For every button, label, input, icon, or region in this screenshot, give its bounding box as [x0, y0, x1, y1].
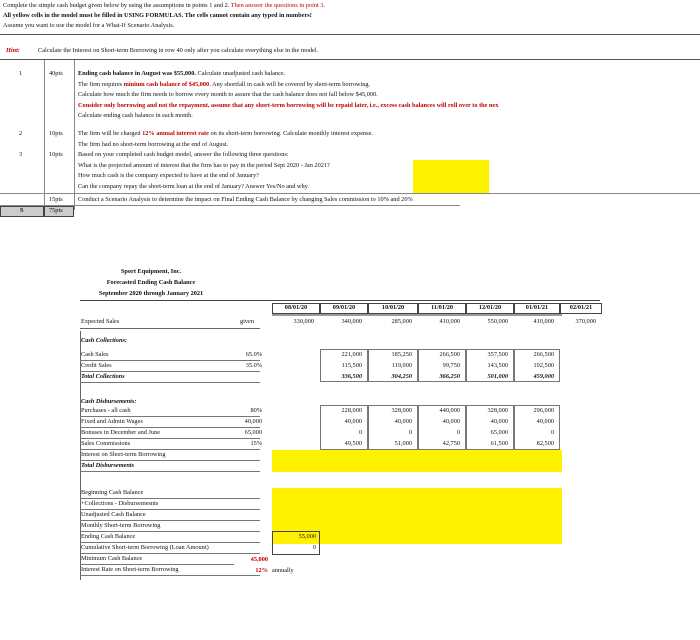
disbursement-row-value: 49,500 [344, 440, 362, 447]
task-3-line: Can the company repay the short-term loan at the end of January? Answer Yes/No and why. [78, 182, 309, 190]
aug-cumulative-borrowing: 0 [312, 544, 316, 551]
balance-row-label: Cumulative Short-term Borrowing (Loan Amount) [81, 544, 209, 551]
collection-row-label: Cash Sales [81, 351, 109, 358]
task-3-line: How much cash is the company expected to have at the end of January? [78, 172, 259, 179]
disbursement-row-assumption: 65,000 [244, 429, 262, 436]
disbursements-box [418, 405, 466, 450]
disbursement-row-value: 440,000 [439, 407, 460, 414]
intro-line-1: Complete the simple cash budget given below by using the assumptions in points 1 and 2. Then answer the questions in point 3. [3, 2, 326, 9]
disbursement-row-label: Interest on Short-term Borrowing [81, 451, 166, 458]
balance-row-label: Beginning Cash Balance [81, 489, 144, 496]
balance-row-label: Monthly Short-term Borrowing [81, 522, 161, 529]
task-1-line: Consider only borrowing and not the repayment, assume that any short-term borrowing will be repaid later, i.e., excess cash balances will roll over to the nex [78, 101, 499, 109]
month-header: 10/01/20 [381, 304, 405, 311]
month-header: 12/01/20 [478, 304, 502, 311]
disbursement-row-value: 61,500 [490, 440, 508, 447]
aug-ending-cash: 55,000 [298, 533, 316, 540]
disbursement-row-value: 40,000 [442, 418, 460, 425]
disbursement-row-value: 65,000 [490, 429, 508, 436]
expected-sales-value: 410,000 [533, 318, 554, 325]
collections-header: Cash Collections: [81, 337, 128, 344]
report-subtitle: Forecasted Ending Cash Balance [106, 279, 196, 286]
disbursement-row-label: Sales Commissions [81, 440, 131, 447]
collection-row-value: 501,000 [487, 373, 508, 380]
answer-interest-cell[interactable] [413, 160, 489, 171]
task-2-line: The firm had no short-term borrowing at the end of August. [78, 140, 229, 148]
collections-box [418, 349, 466, 382]
collection-row-value: 266,500 [439, 351, 460, 358]
disbursement-row-assumption: 15% [250, 440, 262, 447]
disbursement-row-label: Purchases - all cash [81, 407, 131, 414]
collection-row-assumption: 35.0% [245, 362, 262, 369]
collections-box [368, 349, 418, 382]
task-3-line: What is the projected amount of interest that the firm has to pay in the period Sept 2020 - Jan 2021? [78, 161, 330, 169]
report-period: September 2020 through January 2021 [98, 290, 204, 297]
month-header: 11/01/20 [430, 304, 454, 311]
interest-rate-suffix: annually [272, 567, 294, 574]
collection-row-value: 99,750 [442, 362, 460, 369]
total-label: S [20, 207, 24, 214]
answer-repay-cell[interactable] [413, 182, 489, 193]
task-3-line: Based on your completed cash budget model, answer the following three questions: [78, 151, 289, 158]
disbursement-row-value: 296,000 [533, 407, 554, 414]
task-1-line: Ending cash balance in August was $55,000. Calculate unadjusted cash balance. [78, 70, 286, 77]
task-3-points: 10pts [49, 151, 63, 158]
collection-row-value: 143,500 [487, 362, 508, 369]
collection-row-value: 366,250 [439, 373, 460, 380]
collection-row-value: 459,000 [533, 373, 554, 380]
collection-row-value: 336,500 [341, 373, 362, 380]
balance-row-label: +Collections - Disbursemesnts [81, 500, 159, 507]
expected-sales-value: 330,000 [293, 318, 314, 325]
disbursements-box [320, 405, 368, 450]
expected-sales-value: 550,000 [487, 318, 508, 325]
balance-row-label: Interest Rate on Short-term Borrowing [81, 566, 179, 573]
company-title: Sport Equipment, Inc. [120, 268, 182, 275]
disbursement-row-value: 0 [550, 429, 554, 436]
hint-text: Calculate the Interest on Short-term Borrowing in row 40 only after you calculate everything else in the model. [38, 47, 319, 54]
month-header: 09/01/20 [332, 304, 356, 311]
collection-row-value: 192,500 [533, 362, 554, 369]
task-1-line: Calculate how much the firm needs to borrow every month to assure that the cash balance does not fall below $45,000. [78, 91, 378, 98]
balance-row-label: Unadjusted Cash Balance [81, 511, 146, 518]
disbursement-row-value: 0 [358, 429, 362, 436]
collection-row-value: 221,000 [341, 351, 362, 358]
min-cash-value: 45,000 [250, 556, 268, 563]
collection-row-label: Total Collections [81, 373, 125, 380]
disbursements-box [514, 405, 560, 450]
interest-row-cells[interactable] [272, 450, 562, 461]
month-header: 01/01/21 [525, 304, 549, 311]
task-2-line: The firm will be charged 12% annual interest rate on its short-term borrowing. Calculate monthly interest expense. [78, 130, 373, 137]
collection-row-value: 185,250 [391, 351, 412, 358]
task-2-points: 10pts [49, 130, 63, 137]
expected-sales-value: 285,000 [391, 318, 412, 325]
disbursement-row-value: 328,000 [391, 407, 412, 414]
expected-sales-value: 410,000 [439, 318, 460, 325]
disbursement-row-label: Total Disbursements [81, 462, 135, 469]
collections-box [514, 349, 560, 382]
hint-label: Hint: [6, 47, 20, 54]
collection-row-value: 115,500 [341, 362, 362, 369]
disbursement-row-value: 40,000 [536, 418, 554, 425]
task-2-number: 2 [19, 130, 23, 137]
scenario-text: Conduct a Scenario Analysis to determine the impact on Final Ending Cash Balance by changing Sales commission to 10% and 20% [78, 196, 413, 203]
disbursement-row-value: 51,000 [394, 440, 412, 447]
month-header: 02/01/21 [569, 304, 593, 311]
disbursement-row-value: 228,000 [341, 407, 362, 414]
scenario-points: 15pts [49, 196, 63, 203]
answer-cash-january-cell[interactable] [413, 171, 489, 182]
expected-sales-value: 370,000 [575, 318, 596, 325]
expected-sales-given: given [240, 318, 254, 325]
total-points: 75pts [49, 207, 63, 214]
collection-row-assumption: 65.0% [245, 351, 262, 358]
disbursement-row-value: 42,750 [442, 440, 460, 447]
disbursement-row-value: 40,000 [394, 418, 412, 425]
collections-box [320, 349, 368, 382]
task-1-points: 40pts [49, 70, 63, 77]
collection-row-value: 119,000 [391, 362, 412, 369]
collection-row-label: Credit Sales [81, 362, 112, 369]
disbursements-box [368, 405, 418, 450]
disbursement-row-value: 0 [408, 429, 412, 436]
intro-line-3: Assume you want to use the model for a What-If Scenario Analysis. [3, 22, 175, 29]
disbursement-row-value: 40,000 [490, 418, 508, 425]
disbursement-row-value: 82,500 [536, 440, 554, 447]
collection-row-value: 266,500 [533, 351, 554, 358]
expected-sales-value: 340,000 [341, 318, 362, 325]
disbursement-row-assumption: 80% [250, 407, 262, 414]
task-1-line: Calculate ending cash balance in each month. [78, 112, 193, 119]
disbursement-row-label: Bonuses in December and June [81, 429, 161, 436]
disbursement-row-assumption: 40,000 [244, 418, 262, 425]
total-disbursements-cells[interactable] [272, 461, 562, 472]
disbursement-row-value: 0 [456, 429, 460, 436]
disbursements-header: Cash Disbursements: [81, 398, 137, 405]
balance-row-label: Minimum Cash Balance [81, 555, 143, 562]
month-header: 08/01/20 [284, 304, 308, 311]
disbursements-box [466, 405, 514, 450]
task-1-line: The firm requires minium cash balance of $45,000. Any shortfall in cash will be covered by short-term borrowing. [78, 80, 371, 88]
collection-row-value: 304,250 [391, 373, 412, 380]
interest-rate-value: 12% [255, 567, 268, 574]
task-3-number: 3 [19, 151, 23, 158]
disbursement-row-value: 328,000 [487, 407, 508, 414]
task-1-number: 1 [19, 70, 23, 77]
intro-line-2: All yellow cells in the model must be filled in USING FORMULAS. The cells cannot contain any typed in numbers! [3, 12, 312, 19]
balance-row-label: Ending Cash Balance [81, 533, 136, 540]
collections-box [466, 349, 514, 382]
disbursement-row-value: 40,000 [344, 418, 362, 425]
collection-row-value: 357,500 [487, 351, 508, 358]
expected-sales-label: Expected Sales [81, 318, 120, 325]
disbursement-row-label: Fixed and Admin Wages [81, 418, 143, 425]
